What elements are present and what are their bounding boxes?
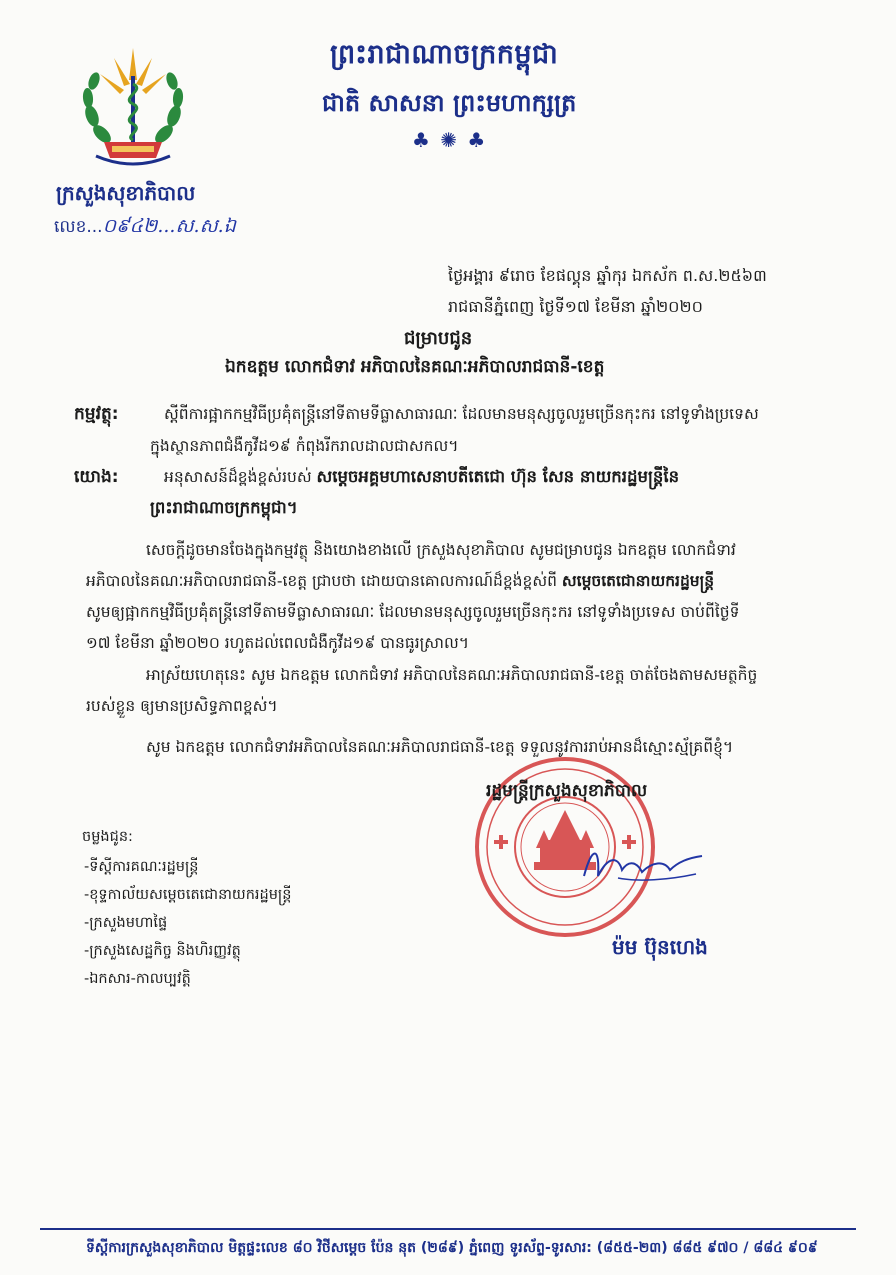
cc-item: -ខុទ្ទកាល័យសម្តេចតេជោនាយករដ្ឋមន្ត្រី [84, 887, 292, 903]
ornament-divider: ♣ ✺ ♣ [412, 128, 488, 152]
p3-line1: សូម ឯកឧត្តម លោកជំទាវអភិបាលនៃគណៈអភិបាលរាជធានី-ខេត្ត ទទួលនូវការរាប់អានដ៏ស្មោះស្ម័គ្រពីខ្ញុំ។ [146, 738, 734, 756]
reference-number-line [54, 214, 236, 242]
body-paragraph-2 [86, 660, 830, 722]
ministry-logo [74, 46, 192, 170]
subject-text-line1: ស្តីពីការផ្អាកកម្មវិធីប្រគុំតន្ត្រីនៅទីតាមទីធ្លាសាធារណៈ ដែលមានមនុស្សចូលរួមច្រើនកុះករ នៅទូទាំងប្រទេស [164, 405, 759, 423]
cc-title: ចម្លងជូន: [82, 829, 133, 845]
p1-line2-bold: សម្តេចតេជោនាយករដ្ឋមន្ត្រី [561, 572, 715, 590]
reference-label: យោង: [74, 467, 119, 487]
lunar-date: ថ្ងៃអង្គារ ៩រោច ខែផល្គុន ឆ្នាំកុរ ឯកស័ក ព.ស.២៥៦៣ [448, 266, 767, 285]
subject-text-line2: ក្នុងស្ថានភាពជំងឺកូវីដ១៩ កំពុងរីករាលដាលជាសកល។ [150, 437, 459, 455]
signer-name: ម៉ម ប៊ុនហេង [612, 935, 708, 959]
kingdom-title: ព្រះរាជាណាចក្រកម្ពុជា [330, 39, 559, 70]
p1-line4: ១៧ ខែមីនា ឆ្នាំ២០២០ រហូតដល់ពេលជំងឺកូវីដ១៩ បានធូរស្រាល។ [86, 634, 469, 652]
reference-text-bold: សម្តេចអគ្គមហាសេនាបតីតេជោ ហ៊ុន សែន នាយករដ្ឋមន្ត្រីនៃ [316, 467, 680, 486]
p1-line2-text: អភិបាលនៃគណៈអភិបាលរាជធានី-ខេត្ត ជ្រាបថា ដោយបានគោលការណ៍ដ៏ខ្ពង់ខ្ពស់ពី [86, 572, 562, 590]
subject-label: កម្មវត្ថុ: [74, 404, 119, 424]
recipient-label: ជម្រាបជូន [404, 328, 473, 349]
body-paragraph-1 [86, 535, 830, 659]
reference-number-label: លេខ... [54, 217, 103, 237]
p1-line3: សូមឲ្យផ្អាកកម្មវិធីប្រគុំតន្ត្រីនៅទីតាមទីធ្លាសាធារណៈ ដែលមានមនុស្សចូលរួមច្រើនកុះករ នៅទូទាំងប្រទេស ចាប់ពីថ្ងៃទី [86, 603, 740, 621]
handwritten-signature [578, 836, 708, 896]
p1-line1: សេចក្តីដូចមានចែងក្នុងកម្មវត្ថុ និងយោងខាងលើ ក្រសួងសុខាភិបាល សូមជម្រាបជូន ឯកឧត្តម លោកជំទាវ [146, 541, 736, 559]
p2-line1: អាស្រ័យហេតុនេះ សូម ឯកឧត្តម លោកជំទាវ អភិបាលនៃគណៈអភិបាលរាជធានី-ខេត្ត ចាត់ចែងតាមសមត្ថកិច្ច [146, 666, 758, 684]
cc-item: -ឯកសារ-កាលប្បវត្តិ [84, 971, 191, 987]
cc-item: -ក្រសួងសេដ្ឋកិច្ច និងហិរញ្ញវត្ថុ [84, 943, 241, 959]
recipient-name: ឯកឧត្តម លោកជំទាវ អភិបាលនៃគណៈអភិបាលរាជធានី-ខេត្ត [225, 357, 605, 377]
signer-title: រដ្ឋមន្ត្រីក្រសួងសុខាភិបាល [486, 781, 648, 801]
reference-text-prefix: អនុសាសន៍ដ៏ខ្ពង់ខ្ពស់របស់ [164, 468, 317, 486]
reference-text-line2: ព្រះរាជាណាចក្រកម្ពុជា។ [150, 498, 298, 517]
cc-item: -ក្រសួងមហាផ្ទៃ [84, 915, 168, 931]
footer-divider [40, 1228, 856, 1230]
national-motto: ជាតិ សាសនា ព្រះមហាក្សត្រ [322, 89, 577, 117]
reference-text-line1 [164, 467, 679, 491]
cc-item: -ទីស្តីការគណៈរដ្ឋមន្ត្រី [84, 859, 199, 875]
solar-date: រាជធានីភ្នំពេញ ថ្ងៃទី១៧ ខែមីនា ឆ្នាំ២០២០ [448, 297, 703, 316]
footer-address: ទីស្តីការក្រសួងសុខាភិបាល មិត្តផ្ទះលេខ ៨០ វិថីសម្តេច ប៉ែន នុត (២៨៩) ភ្នំពេញ ទូរស័ព្ទ-ទូរសារ: (៨៥៥-២៣) ៨៨៥ ៩៧០ / ៨៨៤ ៩០៩ [86, 1240, 818, 1256]
reference-number-value: ០៩៤២...ស.ស.ឯ [102, 215, 236, 237]
p2-line2: របស់ខ្លួន ឲ្យមានប្រសិទ្ធភាពខ្ពស់។ [86, 697, 278, 715]
ministry-name: ក្រសួងសុខាភិបាល [56, 181, 196, 205]
p1-line2 [86, 566, 830, 597]
